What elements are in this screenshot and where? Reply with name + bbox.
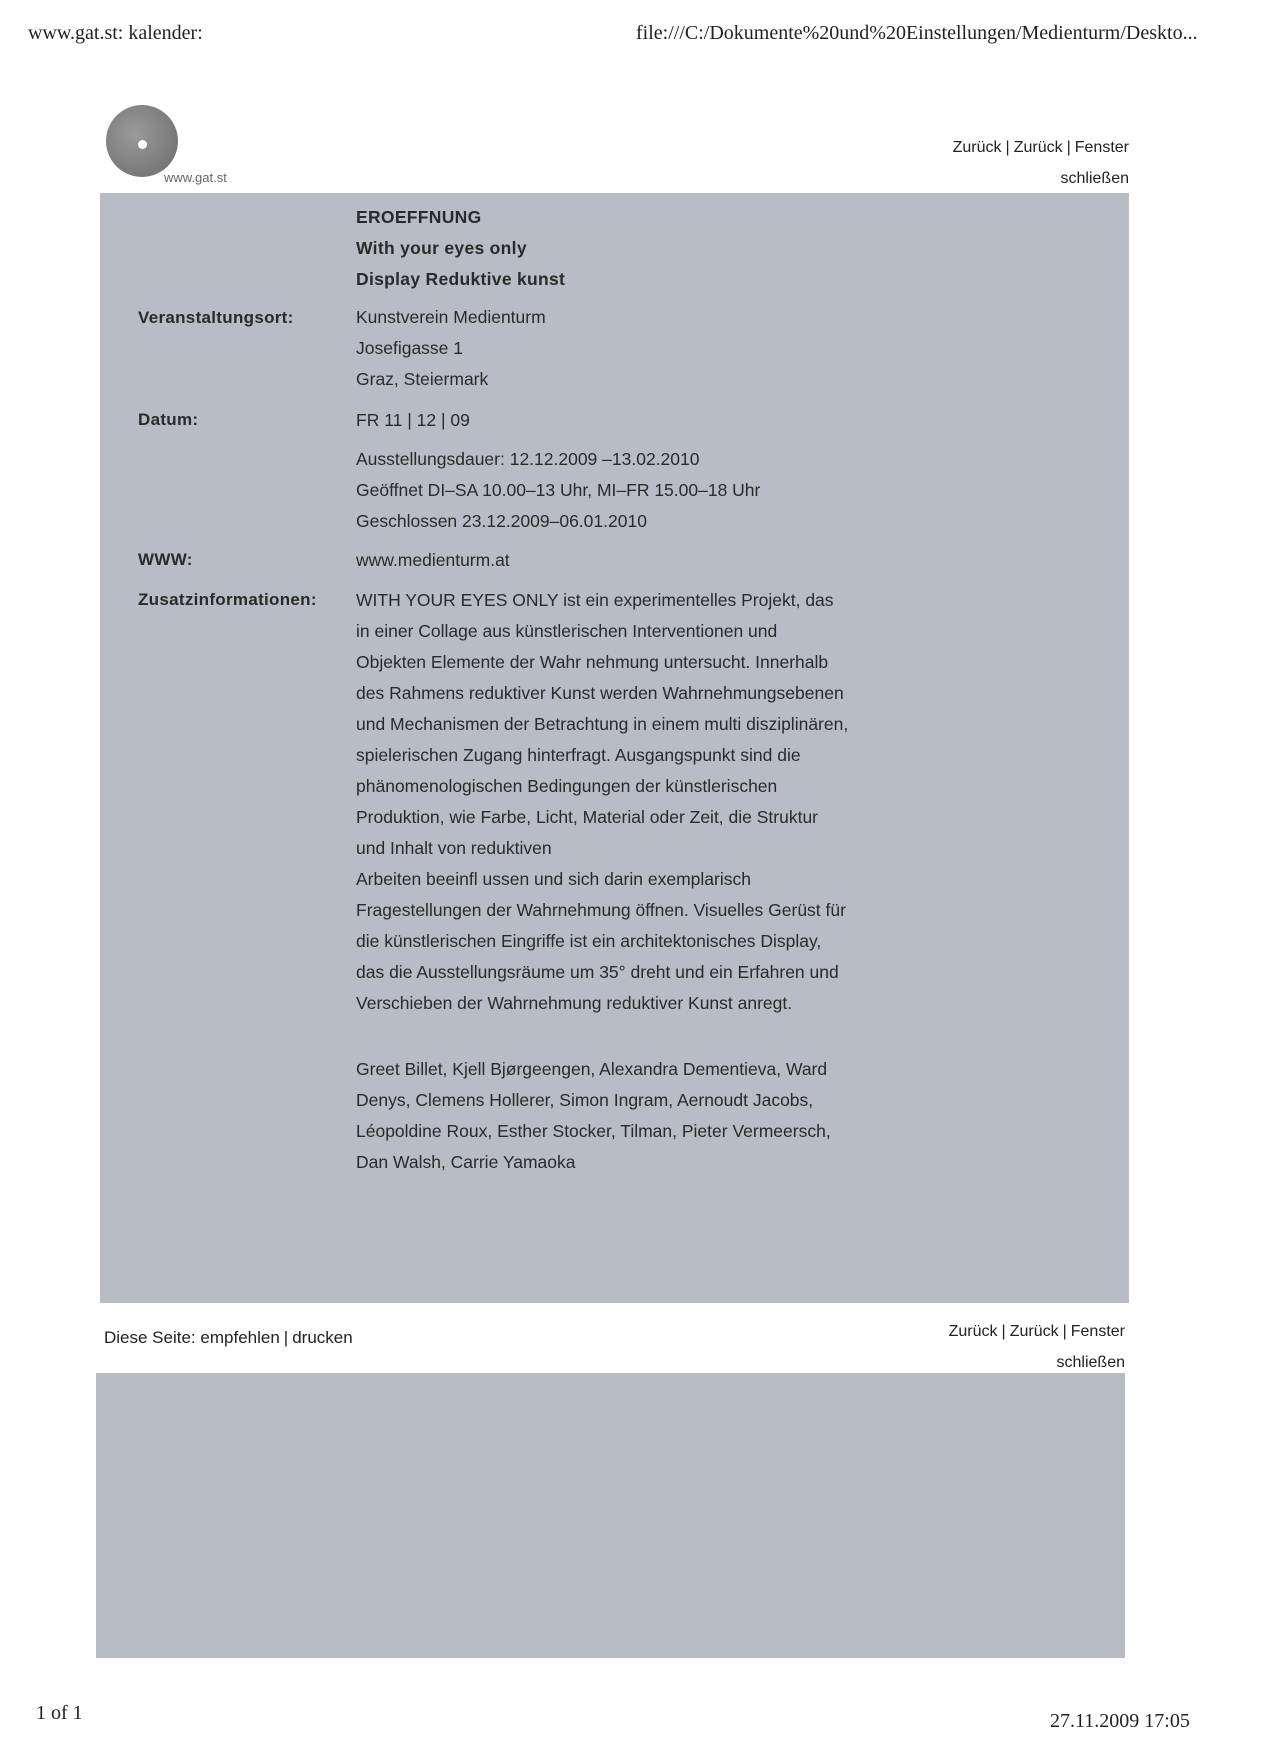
schedule-line: Ausstellungsdauer: 12.12.2009 –13.02.2010: [356, 449, 700, 469]
date-line: FR 11 | 12 | 09: [356, 410, 470, 430]
event-title: [356, 202, 896, 295]
event-title-line: Display Reduktive kunst: [356, 269, 566, 289]
artists-list: [356, 1054, 896, 1178]
event-title-line: With your eyes only: [356, 238, 527, 258]
info-line: Produktion, wie Farbe, Licht, Material oder Zeit, die Struktur: [356, 807, 819, 827]
info-line: Arbeiten beeinfl ussen und sich darin exemplarisch: [356, 869, 751, 889]
info-line: phänomenologischen Bedingungen der künstlerischen: [356, 776, 778, 796]
info-line: Fragestellungen der Wahrnehmung öffnen. Visuelles Gerüst für: [356, 900, 846, 920]
page-actions: [104, 1328, 353, 1348]
close-window-link-cont[interactable]: schließen: [1060, 170, 1129, 187]
print-footer-page: 1 of 1: [36, 1702, 83, 1724]
close-window-link-cont[interactable]: schließen: [1056, 1354, 1125, 1371]
back-link-2[interactable]: Zurück: [1009, 1323, 1059, 1340]
info-line: des Rahmens reduktiver Kunst werden Wahrnehmungsebenen: [356, 683, 844, 703]
date-label: Datum:: [138, 410, 199, 429]
schedule-line: Geöffnet DI–SA 10.00–13 Uhr, MI–FR 15.00–18 Uhr: [356, 480, 761, 500]
back-link-2[interactable]: Zurück: [1013, 139, 1063, 156]
website-link[interactable]: www.medienturm.at: [356, 550, 510, 570]
back-link-1[interactable]: Zurück: [952, 139, 1002, 156]
info-line: Verschieben der Wahrnehmung reduktiver Kunst anregt.: [356, 993, 793, 1013]
date-value: [356, 405, 896, 436]
top-navigation: [880, 132, 1129, 194]
close-window-link[interactable]: Fenster: [1070, 1323, 1125, 1340]
logo-text: www.gat.st: [164, 170, 227, 185]
schedule-line: Geschlossen 23.12.2009–06.01.2010: [356, 511, 647, 531]
print-header-url: file:///C:/Dokumente%20und%20Einstellungen/Medienturm/Deskto...: [636, 22, 1198, 44]
back-link-1[interactable]: Zurück: [948, 1323, 998, 1340]
gat-logo-icon[interactable]: [106, 105, 178, 177]
info-line: und Inhalt von reduktiven: [356, 838, 552, 858]
info-label: Zusatzinformationen:: [138, 590, 317, 609]
nav-separator: |: [1005, 139, 1010, 156]
artists-line: Léopoldine Roux, Esther Stocker, Tilman, Pieter Vermeersch,: [356, 1121, 831, 1141]
info-line: die künstlerischen Eingriffe ist ein architektonisches Display,: [356, 931, 822, 951]
venue-line: Josefigasse 1: [356, 338, 464, 358]
info-text: [356, 585, 896, 1019]
info-line: spielerischen Zugang hinterfragt. Ausgangspunkt sind die: [356, 745, 801, 765]
info-line: WITH YOUR EYES ONLY ist ein experimentelles Projekt, das: [356, 590, 834, 610]
info-line: in einer Collage aus künstlerischen Interventionen und: [356, 621, 778, 641]
artists-line: Dan Walsh, Carrie Yamaoka: [356, 1152, 576, 1172]
recommend-link[interactable]: empfehlen: [200, 1328, 280, 1347]
artists-line: Greet Billet, Kjell Bjørgeengen, Alexandra Dementieva, Ward: [356, 1059, 828, 1079]
print-footer-datetime: 27.11.2009 17:05: [1050, 1710, 1190, 1732]
lower-panel: [96, 1373, 1125, 1658]
info-line: Objekten Elemente der Wahr nehmung untersucht. Innerhalb: [356, 652, 829, 672]
event-title-line: EROEFFNUNG: [356, 207, 482, 227]
print-header-title: www.gat.st: kalender:: [28, 22, 203, 44]
info-line: das die Ausstellungsräume um 35° dreht und ein Erfahren und: [356, 962, 839, 982]
nav-separator: |: [1001, 1323, 1006, 1340]
venue-label: Veranstaltungsort:: [138, 308, 294, 327]
schedule-value: [356, 444, 896, 537]
artists-line: Denys, Clemens Hollerer, Simon Ingram, Aernoudt Jacobs,: [356, 1090, 814, 1110]
venue-value: [356, 302, 896, 395]
page-actions-separator: |: [283, 1328, 289, 1347]
www-label: WWW:: [138, 550, 193, 569]
www-value: [356, 545, 896, 576]
nav-separator: |: [1062, 1323, 1067, 1340]
print-link[interactable]: drucken: [292, 1328, 353, 1347]
venue-line: Graz, Steiermark: [356, 369, 489, 389]
venue-line: Kunstverein Medienturm: [356, 307, 546, 327]
nav-separator: |: [1066, 139, 1071, 156]
info-line: und Mechanismen der Betrachtung in einem multi disziplinären,: [356, 714, 849, 734]
logo-dot: [138, 140, 147, 149]
bottom-navigation: [876, 1316, 1125, 1378]
page-actions-prefix: Diese Seite:: [104, 1328, 196, 1347]
close-window-link[interactable]: Fenster: [1074, 139, 1129, 156]
